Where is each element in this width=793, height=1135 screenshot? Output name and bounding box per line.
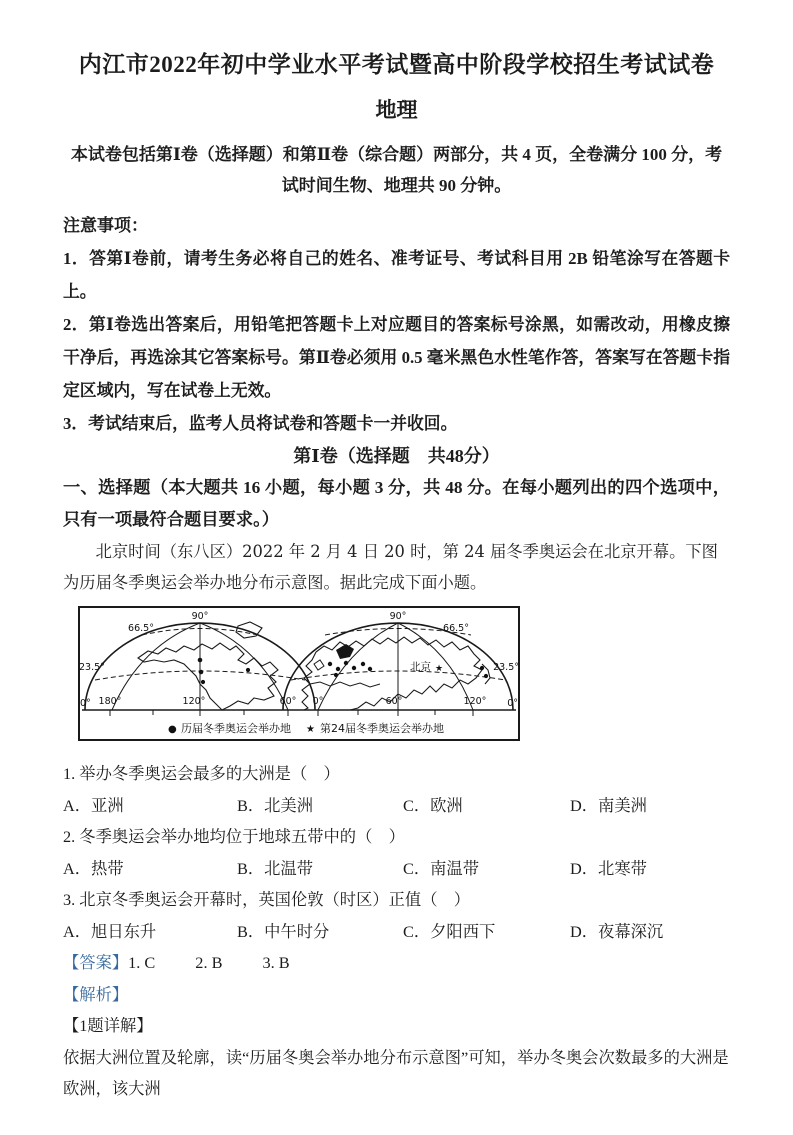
legend-star-icon: ★ <box>306 724 315 735</box>
note-item-2: 2．第Ⅰ卷选出答案后，用铅笔把答题卡上对应题目的答案标号涂黑，如需改动，用橡皮擦干净后，再选涂其它答案标号。第Ⅱ卷必须用 0.5 毫米黑色水性笔作答，答案写在答题卡指定区域内，写在试卷上无效。 <box>63 315 730 400</box>
lat-label: 66.5° <box>128 623 154 634</box>
scenario-paragraph: 北京时间（东八区）2022 年 2 月 4 日 20 时，第 24 届冬季奥运会在北京开幕。下图为历届冬季奥运会举办地分布示意图。据此完成下面小题。 <box>63 542 718 592</box>
question-1-text: 1. 举办冬季奥运会最多的大洲是（ ） <box>63 764 340 783</box>
answer-item-3: 3. B <box>262 953 290 972</box>
answer-item-2: 2. B <box>195 953 223 972</box>
lat-label: 23.5° <box>493 662 519 673</box>
olympics-map-figure <box>78 606 520 746</box>
option-d: D．南美洲 <box>570 795 647 815</box>
lon-label: 60° <box>385 696 403 707</box>
question-2-text: 2. 冬季奥运会举办地均位于地球五带中的（ ） <box>63 827 405 846</box>
host-city-dot <box>344 661 348 665</box>
lat-label: 0° <box>80 698 91 709</box>
note-item-3: 3．考试结束后，监考人员将试卷和答题卡一并收回。 <box>63 414 458 433</box>
option-a: A．热带 <box>63 858 124 878</box>
legend-dot-icon: ● <box>168 724 177 735</box>
lon-label: 60° <box>279 696 297 707</box>
analysis-tag: 【解析】 <box>63 984 129 1004</box>
question-block <box>63 758 730 1105</box>
question-3-text: 3. 北京冬季奥运会开幕时，英国伦敦（时区）正值（ ） <box>63 890 471 909</box>
host-city-dot <box>484 674 488 678</box>
lon-label: 0° <box>312 696 324 707</box>
volume-heading: 第Ⅰ卷（选择题 共48分） <box>293 446 500 466</box>
lat-label: 90° <box>389 611 407 622</box>
lon-label: 180° <box>98 696 122 707</box>
host-city-dot <box>198 658 203 663</box>
beijing-label: 北京 <box>410 661 431 673</box>
lat-label: 0° <box>507 698 518 709</box>
option-c: C．夕阳西下 <box>403 921 496 941</box>
host-city-dot <box>368 667 372 671</box>
host-city-dot <box>328 662 332 666</box>
option-c: C．欧洲 <box>403 795 463 815</box>
question-1-options <box>63 790 730 822</box>
host-city-dot <box>480 666 484 670</box>
paper-intro: 本试卷包括第Ⅰ卷（选择题）和第Ⅱ卷（综合题）两部分，共 4 页，全卷满分 100 分，考试时间生物、地理共 90 分钟。 <box>70 145 723 195</box>
paper-title: 内江市2022年初中学业水平考试暨高中阶段学校招生考试试卷 <box>78 52 715 77</box>
notes-heading: 注意事项： <box>63 216 148 235</box>
question-2-options <box>63 853 730 885</box>
host-city-dot <box>336 667 340 671</box>
winter-olympics-map <box>78 606 520 741</box>
host-city-dot <box>334 673 338 677</box>
lon-label: 120° <box>463 696 487 707</box>
option-b: B．北温带 <box>237 858 313 878</box>
answer-tag: 【答案】 <box>63 953 129 972</box>
host-city-dot <box>352 666 356 670</box>
lat-label: 90° <box>191 611 209 622</box>
subject-title: 地理 <box>375 98 418 122</box>
lat-label: 66.5° <box>443 623 469 634</box>
legend-current-label: 第24届冬季奥运会举办地 <box>320 722 444 735</box>
option-d: D．北寒带 <box>570 858 647 878</box>
option-c: C．南温带 <box>403 858 479 878</box>
note-item-1: 1．答第Ⅰ卷前，请考生务必将自己的姓名、准考证号、考试科目用 2B 铅笔涂写在答题卡上。 <box>63 249 730 301</box>
option-b: B．中午时分 <box>237 921 330 941</box>
section-title: 一、选择题（本大题共 16 小题，每小题 3 分，共 48 分。在每小题列出的四个选项中，只有一项最符合题目要求。） <box>63 478 730 529</box>
option-a: A．亚洲 <box>63 795 124 815</box>
question-3-options <box>63 916 730 948</box>
legend-past-label: 历届冬季奥运会举办地 <box>181 722 291 735</box>
host-city-dot <box>246 668 250 672</box>
beijing-star-icon: ★ <box>435 664 444 674</box>
lon-label: 120° <box>182 696 206 707</box>
option-b: B．北美洲 <box>237 795 313 815</box>
option-a: A．旭日东升 <box>63 921 157 941</box>
host-city-dot <box>199 670 204 675</box>
lat-label: 23.5° <box>79 662 105 673</box>
host-city-dot <box>201 680 205 684</box>
detail-text: 依据大洲位置及轮廓，读“历届冬奥会举办地分布示意图”可知，举办冬奥会次数最多的大洲是欧洲，该大洲 <box>63 1047 729 1098</box>
host-city-dot <box>361 662 365 666</box>
answer-item-1: 1. C <box>128 953 156 972</box>
detail-heading: 【1题详解】 <box>63 1016 153 1035</box>
answer-line <box>63 947 730 979</box>
option-d: D．夜幕深沉 <box>570 921 664 941</box>
